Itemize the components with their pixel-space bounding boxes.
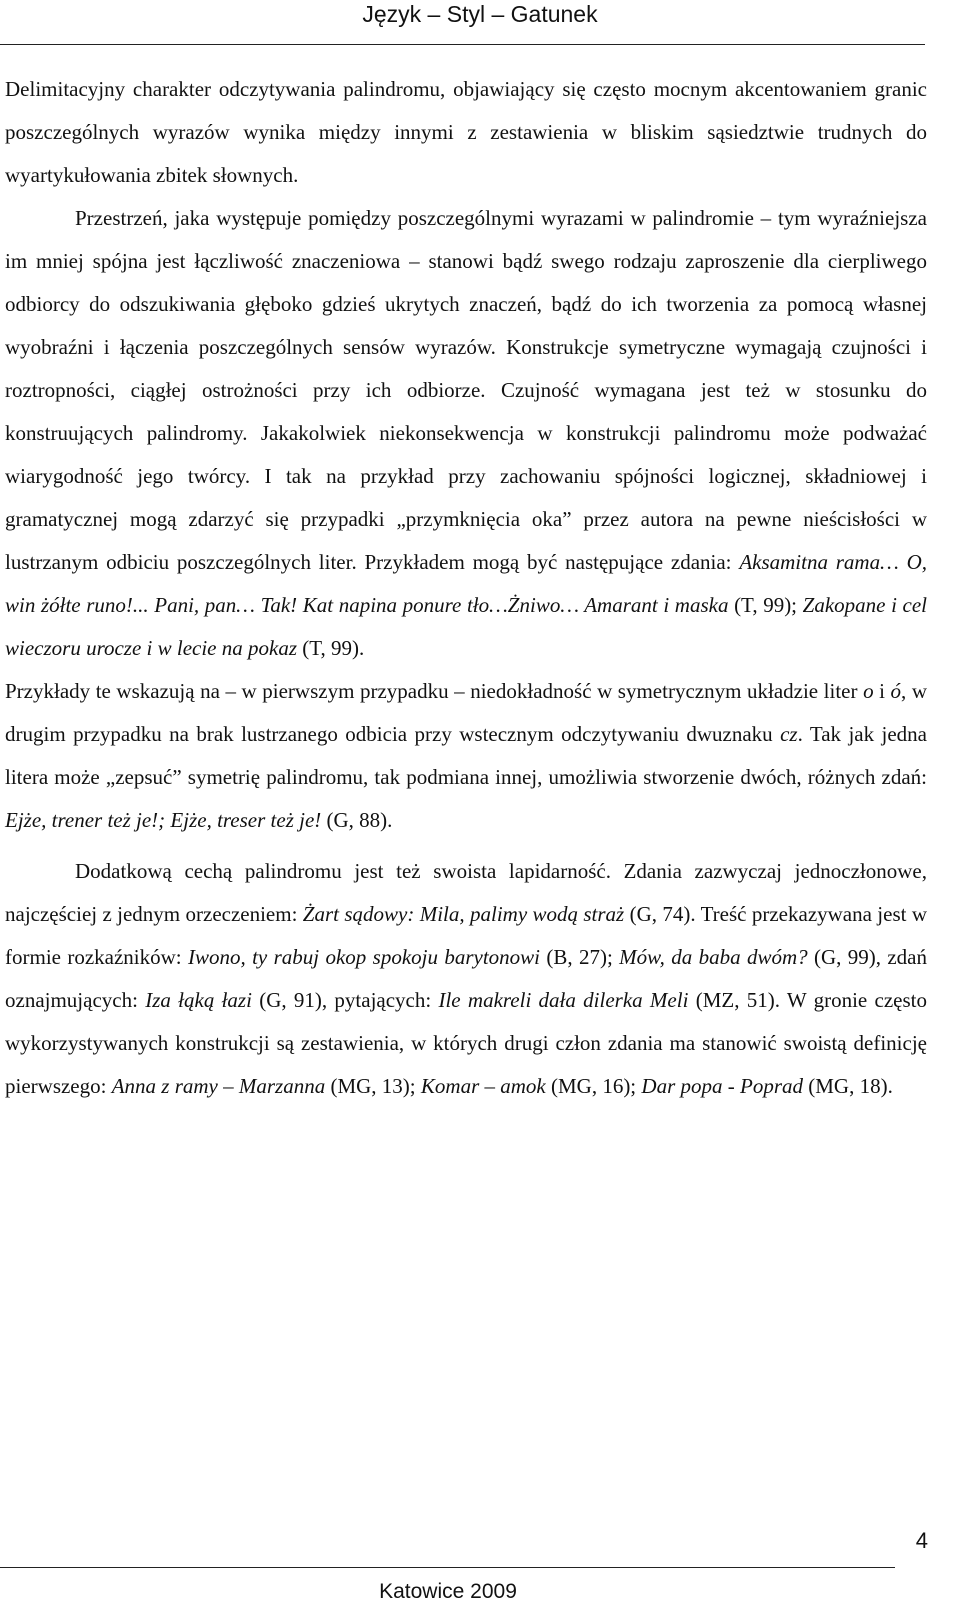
palindrome-example: Iwono, ty rabuj okop spokoju barytonowi (187, 945, 541, 969)
paragraph-4-text: Dodatkową cechą palindromu jest też swoista lapidarność. Zdania zazwyczaj jednoczłonowe, najczęściej z jednym orzeczeniem: (5, 859, 927, 926)
paragraph-2 (5, 197, 927, 670)
palindrome-example: Dar popa - Poprad (641, 1074, 803, 1098)
letter-example: o (863, 679, 874, 703)
palindrome-example: Iza łąką łazi (145, 988, 252, 1012)
palindrome-example: Aksamitna rama… O, win żółte runo!... Pani, pan… Tak! Kat napina ponure tło…Żniwo… Amarant i maska (5, 550, 927, 617)
palindrome-example: Ejże, trener też je!; Ejże, treser też je! (5, 808, 322, 832)
paragraph-4-text: (G, 74). Treść przekazywana jest w formie rozkaźników: (5, 902, 927, 969)
paragraph-3-text: Przykłady te wskazują na – w pierwszym przypadku – niedokładność w symetrycznym układzie liter (5, 679, 864, 703)
paragraph-3-text: . Tak jak jedna litera może „zepsuć” symetrię palindromu, tak podmiana innej, umożliwia stworzenie dwóch, różnych zdań: (5, 722, 927, 789)
paragraph-2-text: Przestrzeń, jaka występuje pomiędzy poszczególnymi wyrazami w palindromie – tym wyraźniejsza im mniej spójna jest łączliwość znaczeniowa – stanowi bądź swego rodzaju zaproszenie dla cierpliwego odbiorcy do odszukiwania głęboko gdzieś ukrytych znaczeń, bądź do ich tworzenia za pomocą własnej wyobraźni i łączenia poszczególnych sensów wyrazów. Konstrukcje symetryczne wymagają czujności i roztropności, ciągłej ostrożności przy ich odbiorze. Czujność wymagana jest też w stosunku do konstruujących palindromy. Jakakolwiek niekonsekwencja w konstrukcji palindromu może podważać wiarygodność jego twórcy. I tak na przykład przy zachowaniu spójności logicznej, składniowej i gramatycznej mogą zdarzyć się przypadki „przymknięcia oka” przez autora na pewne nieścisłości w lustrzanym odbiciu poszczególnych liter. Przykładem mogą być następujące zdania: (5, 206, 927, 574)
page-body (5, 68, 927, 1108)
digraph-example: cz (780, 722, 798, 746)
paragraph-4-text: (B, 27); (540, 945, 620, 969)
footer-divider (0, 1567, 895, 1568)
running-footer: Katowice 2009 (379, 1580, 517, 1603)
paragraph-4-text: (MZ, 51). W gronie często wykorzystywanych konstrukcji są zestawienia, w których drugi człon zdania ma stanowić swoistą definicję pierwszego: (5, 988, 927, 1098)
palindrome-example: Ile makreli dała dilerka Meli (438, 988, 689, 1012)
citation: (MG, 13); (325, 1074, 421, 1098)
paragraph-4-text: (G, 91), pytających: (251, 988, 439, 1012)
paragraph-4 (5, 850, 927, 1108)
letter-example: ó (890, 679, 902, 703)
paragraph-4-text: (G, 99), zdań oznajmujących: (5, 945, 927, 1012)
palindrome-example: Komar – amok (420, 1074, 546, 1098)
citation: (G, 88). (321, 808, 393, 832)
paragraph-3-text: i (873, 679, 891, 703)
citation: (T, 99). (297, 636, 365, 660)
palindrome-example: Anna z ramy – Marzanna (111, 1074, 326, 1098)
page-number: 4 (915, 1528, 928, 1553)
palindrome-example: Mów, da baba dwóm? (619, 945, 808, 969)
palindrome-example: Zakopane i cel wieczoru urocze i w lecie na pokaz (5, 593, 927, 660)
header-divider (0, 44, 925, 45)
citation: (T, 99); (728, 593, 803, 617)
citation: (MG, 16); (545, 1074, 642, 1098)
palindrome-example: Żart sądowy: Mila, palimy wodą straż (302, 902, 625, 926)
paragraph-1: Delimitacyjny charakter odczytywania palindromu, objawiający się często mocnym akcentowaniem granic poszczególnych wyrazów wynika między innymi z zestawienia w bliskim sąsiedztwie trudnych do wyartykułowania zbitek słownych. (5, 77, 927, 187)
paragraph-3 (5, 670, 927, 842)
paragraph-3-text: , w drugim przypadku na brak lustrzanego odbicia przy wstecznym odczytywaniu dwuznaku (5, 679, 927, 746)
running-header: Język – Styl – Gatunek (362, 1, 598, 27)
citation: (MG, 18). (803, 1074, 893, 1098)
